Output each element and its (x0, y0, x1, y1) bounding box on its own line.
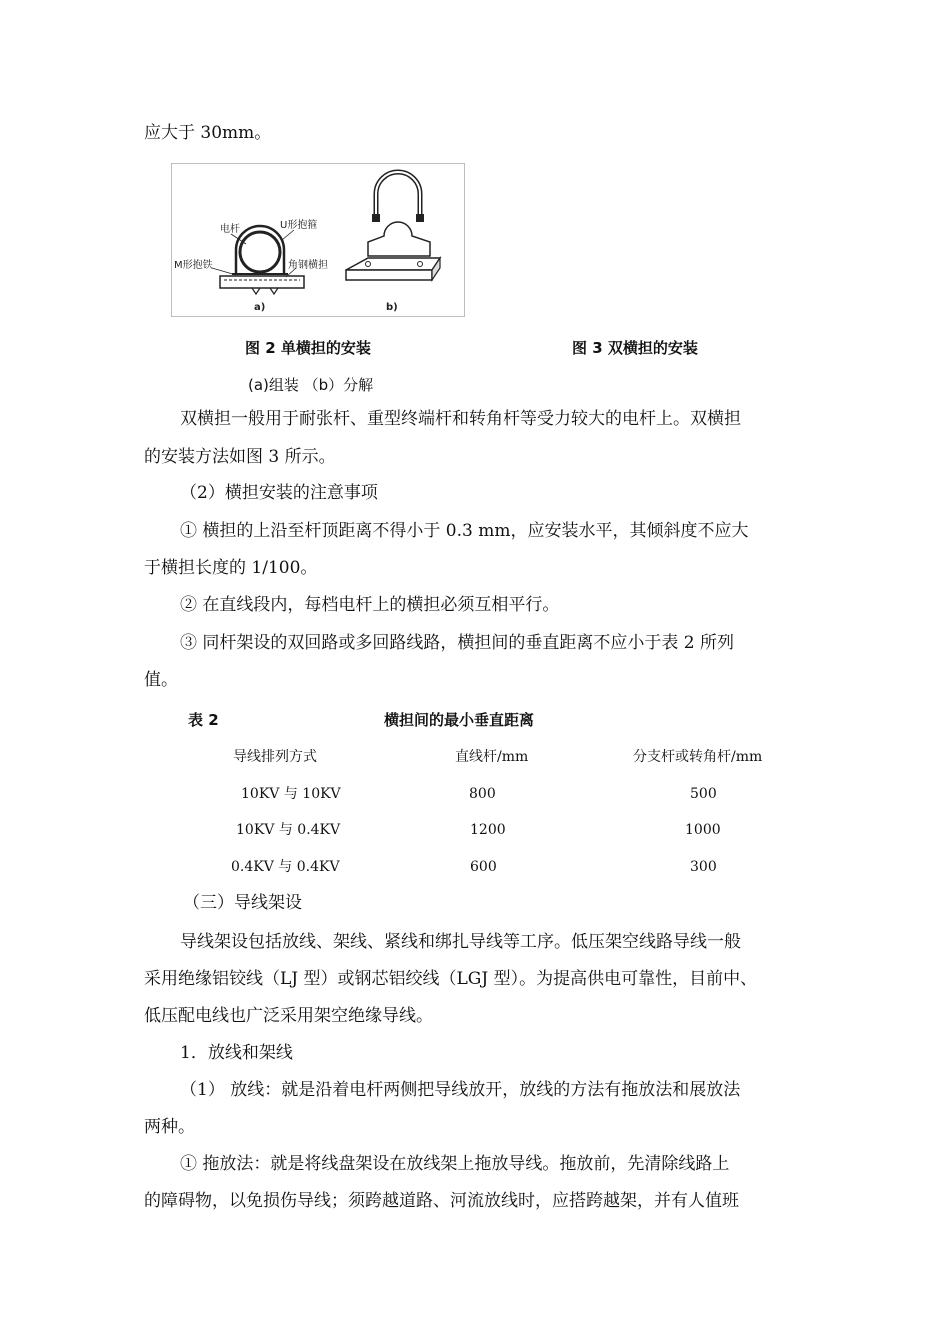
subcaption-figure-2: (a)组装 （b）分解 (248, 376, 374, 394)
paragraph-line: ① 横担的上沿至杆顶距离不得小于 0.3 mm，应安装水平，其倾斜度不应大 (180, 521, 749, 541)
crossarm-diagram (172, 164, 464, 316)
paragraph-line: 两种。 (144, 1117, 195, 1137)
crossarm-installation-figure (171, 163, 465, 317)
table-cell: 1000 (685, 822, 721, 838)
paragraph-line: 低压配电线也广泛采用架空绝缘导线。 (144, 1006, 433, 1026)
caption-figure-2: 图 2 单横担的安装 (245, 339, 371, 357)
paragraph-line: 双横担一般用于耐张杆、重型终端杆和转角杆等受力较大的电杆上。双横担 (180, 409, 741, 429)
label-pole: 电杆 (220, 224, 240, 235)
table-title: 横担间的最小垂直距离 (384, 711, 535, 729)
table-header: 导线排列方式 (233, 749, 317, 765)
table-cell: 800 (469, 786, 496, 802)
paragraph-line: 的安装方法如图 3 所示。 (144, 447, 336, 467)
table-label: 表 2 (188, 711, 219, 729)
figure-b-exploded (346, 172, 440, 280)
label-a: a) (254, 302, 266, 313)
table-header: 分支杆或转角杆/mm (633, 749, 763, 765)
paragraph-line: ③ 同杆架设的双回路或多回路线路，横担间的垂直距离不应小于表 2 所列 (180, 633, 735, 653)
table-header: 直线杆/mm (455, 749, 529, 765)
caption-figure-3: 图 3 双横担的安装 (572, 339, 698, 357)
paragraph-line: 采用绝缘铝铰线（LJ 型）或钢芯铝绞线（LGJ 型）。为提高供电可靠性，目前中、 (144, 969, 758, 989)
label-m-iron: M形抱铁 (174, 260, 213, 271)
paragraph-line: （1） 放线：就是沿着电杆两侧把导线放开，放线的方法有拖放法和展放法 (180, 1080, 741, 1100)
section-heading: （2）横担安装的注意事项 (180, 483, 378, 503)
table-cell: 1200 (470, 822, 506, 838)
paragraph-line: 值。 (144, 670, 178, 690)
section-heading: （三）导线架设 (183, 893, 302, 913)
paragraph-line: 应大于 30mm。 (144, 123, 272, 143)
table-cell: 300 (690, 859, 717, 875)
table-cell: 600 (470, 859, 497, 875)
label-angle-arm: 角钢横担 (288, 260, 328, 271)
label-b: b) (386, 302, 398, 313)
paragraph-line: 的障碍物，以免损伤导线；须跨越道路、河流放线时，应搭跨越架，并有人值班 (144, 1191, 739, 1211)
table-cell: 10KV 与 0.4KV (236, 822, 341, 838)
paragraph-line: ① 拖放法：就是将线盘架设在放线架上拖放导线。拖放前，先清除线路上 (180, 1154, 730, 1174)
table-cell: 500 (690, 786, 717, 802)
table-cell: 0.4KV 与 0.4KV (231, 859, 340, 875)
section-heading: 1．放线和架线 (180, 1043, 293, 1063)
label-u-hoop: U形抱箍 (280, 220, 318, 231)
paragraph-line: 于横担长度的 1/100。 (144, 558, 318, 578)
paragraph-line: 导线架设包括放线、架线、紧线和绑扎导线等工序。低压架空线路导线一般 (180, 932, 741, 952)
paragraph-line: ② 在直线段内，每档电杆上的横担必须互相平行。 (180, 595, 560, 615)
table-cell: 10KV 与 10KV (241, 786, 341, 802)
